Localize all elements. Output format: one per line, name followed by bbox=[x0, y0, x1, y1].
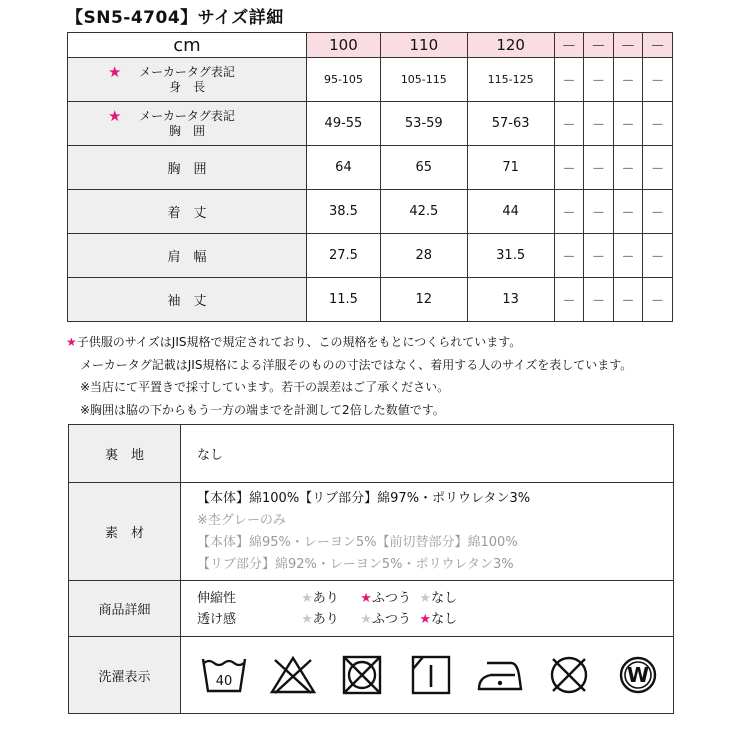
material-line: 【本体】綿100%【リブ部分】綿97%・ポリウレタン3% bbox=[197, 490, 531, 506]
size-cell: － bbox=[554, 146, 584, 190]
size-cell: － bbox=[613, 146, 643, 190]
size-header: － bbox=[554, 33, 584, 58]
table-row bbox=[68, 190, 673, 234]
size-cell: 27.5 bbox=[307, 234, 381, 278]
size-header: 110 bbox=[380, 33, 467, 58]
feature-option: ★ふつう bbox=[360, 611, 411, 627]
row-label: 肩 幅 bbox=[68, 234, 307, 278]
size-notes bbox=[66, 331, 632, 421]
detail-table bbox=[68, 424, 674, 714]
table-row bbox=[68, 234, 673, 278]
size-cell: 115-125 bbox=[467, 58, 554, 102]
size-cell: － bbox=[613, 190, 643, 234]
no-dry-clean-icon bbox=[534, 655, 603, 695]
lining-value: なし bbox=[181, 425, 674, 483]
size-cell: － bbox=[643, 278, 673, 322]
feature-row bbox=[197, 609, 672, 630]
care-label: 洗濯表示 bbox=[69, 637, 181, 714]
size-cell: － bbox=[613, 102, 643, 146]
star-icon: ★ bbox=[360, 611, 372, 627]
size-cell: － bbox=[643, 146, 673, 190]
size-cell: 71 bbox=[467, 146, 554, 190]
feature-option: ★あり bbox=[301, 590, 339, 606]
material-line: 【本体】綿95%・レーヨン5%【前切替部分】綿100% bbox=[197, 534, 518, 550]
star-icon: ★ bbox=[66, 335, 77, 349]
note-line: メーカータグ記載はJIS規格による洋服そのものの寸法ではなく、着用する人のサイズを表しています。 bbox=[80, 357, 633, 372]
size-cell: 31.5 bbox=[467, 234, 554, 278]
size-cell: － bbox=[554, 102, 584, 146]
size-table bbox=[67, 32, 673, 322]
size-cell: － bbox=[584, 58, 614, 102]
size-cell: － bbox=[554, 190, 584, 234]
no-tumble-dry-icon bbox=[327, 655, 396, 695]
material-line: 【リブ部分】綿92%・レーヨン5%・ポリウレタン3% bbox=[197, 556, 514, 572]
table-row bbox=[69, 637, 674, 714]
size-cell: － bbox=[554, 234, 584, 278]
line-dry-icon bbox=[396, 655, 465, 695]
size-header: － bbox=[613, 33, 643, 58]
no-bleach-icon bbox=[258, 655, 327, 695]
size-header: － bbox=[584, 33, 614, 58]
note-line: ※当店にて平置きで採寸しています。若干の誤差はご了承ください。 bbox=[80, 380, 450, 394]
size-cell: － bbox=[584, 102, 614, 146]
size-cell: 95-105 bbox=[307, 58, 381, 102]
size-cell: 11.5 bbox=[307, 278, 381, 322]
wash-40-icon bbox=[189, 655, 258, 695]
star-icon: ★ bbox=[301, 590, 313, 606]
svg-text:40: 40 bbox=[215, 674, 232, 689]
table-row bbox=[68, 102, 673, 146]
table-row bbox=[69, 483, 674, 581]
care-icons bbox=[181, 637, 674, 714]
wet-clean-icon bbox=[603, 655, 672, 695]
size-cell: 28 bbox=[380, 234, 467, 278]
star-icon: ★ bbox=[108, 62, 122, 81]
size-header: － bbox=[643, 33, 673, 58]
row-label: 着 丈 bbox=[68, 190, 307, 234]
table-row bbox=[68, 58, 673, 102]
size-cell: － bbox=[584, 234, 614, 278]
star-icon: ★ bbox=[419, 590, 432, 606]
size-cell: 53-59 bbox=[380, 102, 467, 146]
lining-label: 裏 地 bbox=[69, 425, 181, 483]
feature-row bbox=[197, 588, 672, 609]
size-cell: 57-63 bbox=[467, 102, 554, 146]
size-cell: 65 bbox=[380, 146, 467, 190]
row-label: 胸 囲 bbox=[68, 146, 307, 190]
page-title: 【SN5-4704】サイズ詳細 bbox=[66, 8, 284, 28]
size-cell: － bbox=[554, 58, 584, 102]
row-label: ★ メーカータグ表記 身 長 bbox=[68, 58, 307, 102]
size-cell: － bbox=[584, 190, 614, 234]
size-cell: 105-115 bbox=[380, 58, 467, 102]
feature-option: ★なし bbox=[419, 611, 458, 627]
size-cell: 44 bbox=[467, 190, 554, 234]
size-cell: － bbox=[643, 234, 673, 278]
size-cell: － bbox=[554, 278, 584, 322]
size-cell: － bbox=[584, 146, 614, 190]
star-icon: ★ bbox=[419, 611, 432, 627]
note-line: ★子供服のサイズはJIS規格で規定されており、この規格をもとにつくられています。 bbox=[66, 335, 522, 349]
row-label: ★ メーカータグ表記 胸 囲 bbox=[68, 102, 307, 146]
size-cell: － bbox=[643, 102, 673, 146]
material-value bbox=[181, 483, 674, 581]
row-label: 袖 丈 bbox=[68, 278, 307, 322]
table-row bbox=[69, 425, 674, 483]
feature-option: ★なし bbox=[419, 590, 458, 606]
material-label: 素 材 bbox=[69, 483, 181, 581]
svg-text:W: W bbox=[626, 663, 649, 687]
feature-option: ★あり bbox=[301, 611, 339, 627]
size-header: 100 bbox=[307, 33, 381, 58]
feature-name: 透け感 bbox=[197, 611, 237, 627]
star-icon: ★ bbox=[108, 106, 122, 125]
star-icon: ★ bbox=[301, 611, 313, 627]
size-header-row bbox=[68, 33, 673, 58]
table-row bbox=[68, 146, 673, 190]
table-row bbox=[69, 581, 674, 637]
size-cell: － bbox=[613, 234, 643, 278]
size-cell: － bbox=[643, 190, 673, 234]
size-cell: － bbox=[643, 58, 673, 102]
table-row bbox=[68, 278, 673, 322]
material-line: ※杢グレーのみ bbox=[197, 512, 286, 528]
feature-name: 伸縮性 bbox=[197, 590, 237, 606]
size-cell: 12 bbox=[380, 278, 467, 322]
star-icon: ★ bbox=[360, 590, 372, 606]
feature-option: ★ふつう bbox=[360, 590, 411, 606]
size-cell: 64 bbox=[307, 146, 381, 190]
product-details-label: 商品詳細 bbox=[69, 581, 181, 637]
unit-header: cm bbox=[68, 33, 307, 58]
product-details-value bbox=[181, 581, 674, 637]
size-header: 120 bbox=[467, 33, 554, 58]
size-cell: － bbox=[613, 58, 643, 102]
size-cell: 13 bbox=[467, 278, 554, 322]
iron-low-icon bbox=[465, 655, 534, 695]
size-cell: 49-55 bbox=[307, 102, 381, 146]
size-cell: 42.5 bbox=[380, 190, 467, 234]
size-cell: － bbox=[584, 278, 614, 322]
size-cell: － bbox=[613, 278, 643, 322]
note-line: ※胸囲は脇の下からもう一方の端までを計測して2倍した数値です。 bbox=[80, 402, 445, 417]
size-cell: 38.5 bbox=[307, 190, 381, 234]
